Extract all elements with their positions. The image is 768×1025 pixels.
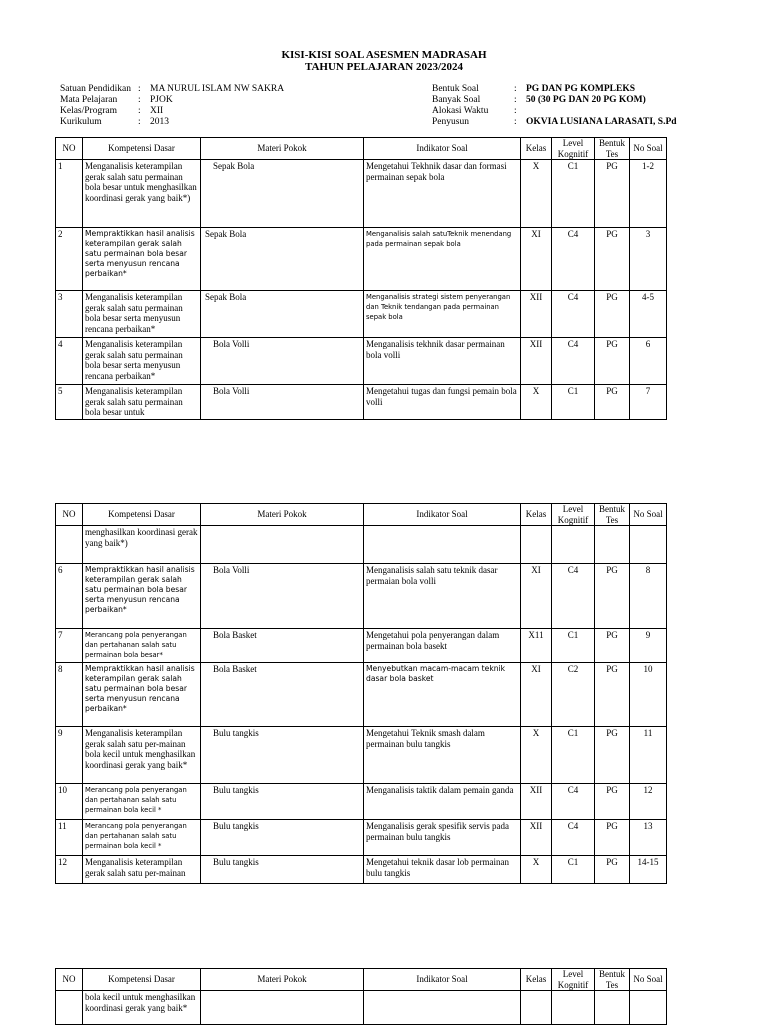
- cell-bentuk: [595, 526, 630, 564]
- kisi-table-3: [55, 968, 667, 1025]
- cell-indikator: Mengetahui Teknik smash dalam permainan bulu tangkis: [364, 727, 521, 784]
- cell-kelas: X: [521, 727, 552, 784]
- table-row: [56, 228, 667, 291]
- cell-nosoal: 10: [630, 663, 667, 727]
- cell-kd: Mempraktikkan hasil analisis keterampilan gerak salah satu permainan bola besar serta menyusun rencana perbaikan*: [83, 564, 201, 629]
- cell-no: 4: [56, 338, 83, 385]
- cell-bentuk: PG: [595, 385, 630, 420]
- cell-kd: Menganalisis keterampilan gerak salah satu permainan bola besar untuk: [83, 385, 201, 420]
- cell-nosoal: 8: [630, 564, 667, 629]
- table-row: [56, 820, 667, 856]
- table-row: [56, 338, 667, 385]
- cell-materi: Sepak Bola: [201, 160, 364, 228]
- cell-materi: Bulu tangkis: [201, 856, 364, 884]
- col-header-level: Level Kognitif: [552, 969, 595, 991]
- cell-nosoal: 13: [630, 820, 667, 856]
- cell-materi: Sepak Bola: [201, 228, 364, 291]
- cell-indikator: Menganalisis salah satu teknik dasar permaian bola volli: [364, 564, 521, 629]
- cell-materi: Bola Basket: [201, 629, 364, 663]
- cell-kelas: X: [521, 385, 552, 420]
- cell-indikator: Mengetahui Tekhnik dasar dan formasi permainan sepak bola: [364, 160, 521, 228]
- cell-level: C1: [552, 629, 595, 663]
- cell-level: C4: [552, 338, 595, 385]
- col-header-no: NO: [56, 969, 83, 991]
- cell-materi: Bola Basket: [201, 663, 364, 727]
- cell-nosoal: 6: [630, 338, 667, 385]
- col-header-materi: Materi Pokok: [201, 969, 364, 991]
- cell-nosoal: 9: [630, 629, 667, 663]
- kisi-table-2: [55, 503, 667, 884]
- col-header-no: NO: [56, 138, 83, 160]
- cell-bentuk: PG: [595, 629, 630, 663]
- cell-bentuk: PG: [595, 784, 630, 820]
- meta-row-alokasi: Alokasi Waktu :: [432, 106, 517, 116]
- cell-kd: Menganalisis keterampilan gerak salah satu permainan bola besar serta menyusun rencana perbaikan*: [83, 291, 201, 338]
- cell-indikator: Mengetahui tugas dan fungsi pemain bola volli: [364, 385, 521, 420]
- cell-kd: Mempraktikkan hasil analisis keterampilan gerak salah satu permainan bola besar serta menyusun rencana perbaikan*: [83, 228, 201, 291]
- cell-level: C1: [552, 856, 595, 884]
- col-header-indikator: Indikator Soal: [364, 969, 521, 991]
- meta-row-kurikulum: Kurikulum : 2013: [60, 117, 169, 127]
- cell-no: 1: [56, 160, 83, 228]
- cell-bentuk: PG: [595, 291, 630, 338]
- cell-materi: Bola Volli: [201, 564, 364, 629]
- cell-indikator: Mengetahui teknik dasar lob permainan bulu tangkis: [364, 856, 521, 884]
- col-header-materi: Materi Pokok: [201, 504, 364, 526]
- col-header-nosoal: No Soal: [630, 969, 667, 991]
- cell-indikator: Menganalisis gerak spesifik servis pada permainan bulu tangkis: [364, 820, 521, 856]
- doc-subtitle: TAHUN PELAJARAN 2023/2024: [304, 61, 464, 73]
- cell-kd: Menganalisis keterampilan gerak salah satu per-mainan bola kecil untuk menghasilkan koordinasi gerak yang baik*: [83, 727, 201, 784]
- col-header-indikator: Indikator Soal: [364, 138, 521, 160]
- cell-kd: Mempraktikkan hasil analisis keterampilan gerak salah satu permainan bola besar serta menyusun rencana perbaikan*: [83, 663, 201, 727]
- cell-materi: Bola Volli: [201, 338, 364, 385]
- cell-indikator: Menganalisis tekhnik dasar permainan bola volli: [364, 338, 521, 385]
- cell-bentuk: PG: [595, 564, 630, 629]
- col-header-nosoal: No Soal: [630, 504, 667, 526]
- cell-materi: Bola Volli: [201, 385, 364, 420]
- cell-no: 2: [56, 228, 83, 291]
- cell-bentuk: [595, 991, 630, 1025]
- meta-left: [60, 84, 284, 128]
- cell-level: C2: [552, 663, 595, 727]
- cell-nosoal: 3: [630, 228, 667, 291]
- cell-kelas: [521, 991, 552, 1025]
- cell-kd: bola kecil untuk menghasilkan koordinasi gerak yang baik*: [83, 991, 201, 1025]
- cell-indikator: Menganalisis taktik dalam pemain ganda: [364, 784, 521, 820]
- table-row: [56, 727, 667, 784]
- cell-level: C1: [552, 385, 595, 420]
- cell-bentuk: PG: [595, 856, 630, 884]
- col-header-kelas: Kelas: [521, 504, 552, 526]
- cell-kelas: XI: [521, 228, 552, 291]
- cell-kd: Menganalisis keterampilan gerak salah satu per-mainan: [83, 856, 201, 884]
- col-header-level: Level Kognitif: [552, 138, 595, 160]
- col-header-no: NO: [56, 504, 83, 526]
- cell-no: 8: [56, 663, 83, 727]
- col-header-kd: Kompetensi Dasar: [83, 969, 201, 991]
- cell-materi: Bulu tangkis: [201, 820, 364, 856]
- cell-no: 7: [56, 629, 83, 663]
- cell-indikator: Menganalisis salah satuTeknik menendang pada permainan sepak bola: [364, 228, 521, 291]
- cell-kd: Menganalisis keterampilan gerak salah satu permainan bola besar untuk menghasilkan koordinasi gerak yang baik*): [83, 160, 201, 228]
- doc-title: KISI-KISI SOAL ASESMEN MADRASAH: [281, 49, 487, 61]
- table-row: [56, 784, 667, 820]
- cell-no: [56, 526, 83, 564]
- cell-nosoal: 7: [630, 385, 667, 420]
- cell-level: C4: [552, 564, 595, 629]
- cell-kd: Menganalisis keterampilan gerak salah satu permainan bola besar serta menyusun rencana perbaikan*: [83, 338, 201, 385]
- cell-kelas: X: [521, 160, 552, 228]
- col-header-level: Level Kognitif: [552, 504, 595, 526]
- col-header-kd: Kompetensi Dasar: [83, 504, 201, 526]
- cell-no: 12: [56, 856, 83, 884]
- table-row: [56, 526, 667, 564]
- cell-no: 9: [56, 727, 83, 784]
- meta-row-kelas: Kelas/Program : XII: [60, 106, 164, 116]
- cell-level: [552, 526, 595, 564]
- cell-bentuk: PG: [595, 820, 630, 856]
- col-header-bentuk: Bentuk Tes: [595, 504, 630, 526]
- meta-row-banyak: Banyak Soal : 50 (30 PG DAN 20 PG KOM): [432, 95, 646, 105]
- cell-kelas: XII: [521, 291, 552, 338]
- meta-row-mapel: Mata Pelajaran : PJOK: [60, 95, 173, 105]
- col-header-indikator: Indikator Soal: [364, 504, 521, 526]
- cell-nosoal: 1-2: [630, 160, 667, 228]
- col-header-nosoal: No Soal: [630, 138, 667, 160]
- cell-kelas: XII: [521, 784, 552, 820]
- cell-materi: Bulu tangkis: [201, 727, 364, 784]
- cell-kd: Merancang pola penyerangan dan pertahanan salah satu permainan bola kecil *: [83, 820, 201, 856]
- cell-level: C4: [552, 291, 595, 338]
- cell-materi: [201, 991, 364, 1025]
- col-header-bentuk: Bentuk Tes: [595, 969, 630, 991]
- cell-indikator: Menganalisis strategi sistem penyerangan dan Teknik tendangan pada permainan sepak bola: [364, 291, 521, 338]
- table-row: [56, 385, 667, 420]
- meta-row-penyusun: Penyusun : OKVIA LUSIANA LARASATI, S.Pd: [432, 117, 677, 127]
- cell-kelas: XII: [521, 338, 552, 385]
- cell-level: [552, 991, 595, 1025]
- table-header: [56, 969, 667, 991]
- cell-no: 5: [56, 385, 83, 420]
- cell-no: 11: [56, 820, 83, 856]
- col-header-materi: Materi Pokok: [201, 138, 364, 160]
- table-row: [56, 160, 667, 228]
- cell-indikator: Mengetahui pola penyerangan dalam permainan bola basekt: [364, 629, 521, 663]
- cell-kd: menghasilkan koordinasi gerak yang baik*): [83, 526, 201, 564]
- cell-bentuk: PG: [595, 160, 630, 228]
- cell-no: 10: [56, 784, 83, 820]
- table-header: [56, 504, 667, 526]
- col-header-kd: Kompetensi Dasar: [83, 138, 201, 160]
- cell-nosoal: 12: [630, 784, 667, 820]
- cell-level: C1: [552, 727, 595, 784]
- cell-materi: [201, 526, 364, 564]
- table-header: [56, 138, 667, 160]
- cell-no: 6: [56, 564, 83, 629]
- cell-kelas: XI: [521, 663, 552, 727]
- cell-no: [56, 991, 83, 1025]
- cell-level: C4: [552, 784, 595, 820]
- table-row: [56, 291, 667, 338]
- col-header-kelas: Kelas: [521, 138, 552, 160]
- cell-nosoal: [630, 991, 667, 1025]
- cell-kelas: [521, 526, 552, 564]
- cell-bentuk: PG: [595, 663, 630, 727]
- cell-bentuk: PG: [595, 338, 630, 385]
- meta-right: [432, 84, 677, 128]
- cell-kelas: XI: [521, 564, 552, 629]
- cell-materi: Bulu tangkis: [201, 784, 364, 820]
- table-row: [56, 629, 667, 663]
- table-row: [56, 856, 667, 884]
- cell-materi: Sepak Bola: [201, 291, 364, 338]
- cell-kd: Merancang pola penyerangan dan pertahanan salah satu permainan bola besar*: [83, 629, 201, 663]
- col-header-kelas: Kelas: [521, 969, 552, 991]
- cell-bentuk: PG: [595, 228, 630, 291]
- cell-indikator: [364, 526, 521, 564]
- cell-bentuk: PG: [595, 727, 630, 784]
- cell-no: 3: [56, 291, 83, 338]
- cell-indikator: [364, 991, 521, 1025]
- meta-row-satuan: Satuan Pendidikan : MA NURUL ISLAM NW SAKRA: [60, 84, 285, 94]
- table-row: [56, 991, 667, 1025]
- cell-nosoal: [630, 526, 667, 564]
- cell-level: C1: [552, 160, 595, 228]
- cell-nosoal: 4-5: [630, 291, 667, 338]
- cell-kd: Merancang pola penyerangan dan pertahanan salah satu permainan bola kecil *: [83, 784, 201, 820]
- meta-row-bentuk: Bentuk Soal : PG DAN PG KOMPLEKS: [432, 84, 635, 94]
- cell-nosoal: 14-15: [630, 856, 667, 884]
- cell-kelas: XII: [521, 820, 552, 856]
- table-row: [56, 663, 667, 727]
- table-row: [56, 564, 667, 629]
- kisi-table-1: [55, 137, 667, 420]
- col-header-bentuk: Bentuk Tes: [595, 138, 630, 160]
- cell-indikator: Menyebutkan macam-macam teknik dasar bola basket: [364, 663, 521, 727]
- cell-kelas: X: [521, 856, 552, 884]
- cell-kelas: X11: [521, 629, 552, 663]
- cell-nosoal: 11: [630, 727, 667, 784]
- cell-level: C4: [552, 228, 595, 291]
- cell-level: C4: [552, 820, 595, 856]
